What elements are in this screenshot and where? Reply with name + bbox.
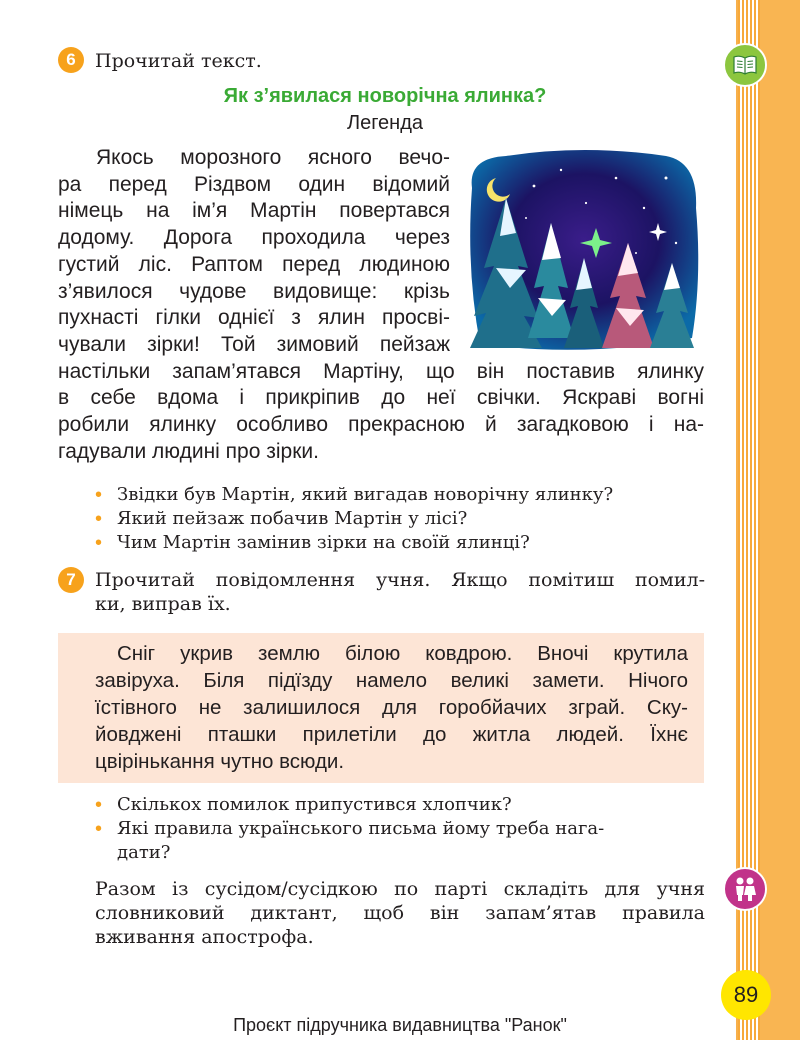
story-subtitle: Легенда [346,112,424,134]
task-7-instruction [95,568,705,616]
list-item: • Звідки був Мартін, який вигадав новорічну ялинку? [95,484,614,506]
pair-work-line: вживання апострофа. [95,926,314,948]
message-line: їстівного не залишилося для горобйачих зграй. Ску- [95,696,688,719]
book-icon [723,43,767,87]
pair-work-line: Разом із сусідом/сусідкою по парті складіть для учня [95,878,705,900]
student-message [95,640,688,775]
story-line: додому. Дорога проходила через [58,226,450,250]
story-line: чували зірки! Той зимовий пейзаж [58,332,450,356]
winter-forest-illustration [466,148,702,354]
task-6-questions [95,483,715,555]
list-item: • Чим Мартін замінив зірки на своїй ялинці? [95,532,530,554]
story-line: густий ліс. Раптом перед людиною [58,252,450,276]
list-item: • Який пейзаж побачив Мартін у лісі? [95,508,468,530]
children-icon [723,867,767,911]
list-item: • Скількох помилок припустився хлопчик? [95,794,512,816]
story-line: пухнасті гілки однієї з ялин просві- [58,306,450,330]
message-line: Сніг укрив землю білою ковдрою. Вночі крутила [117,642,688,665]
footer-note: Проєкт підручника видавництва "Ранок" [233,1015,567,1035]
story-line: в себе вдома і прикріпив до неї свічки. Яскраві вогні [58,386,704,410]
story-line: з’явилося чудове видовище: крізь [58,279,450,303]
story-title: Як з’явилася новорічна ялинка? [223,85,547,107]
story-line: німець на ім’я Мартін повертався [58,199,450,223]
story-line: робили ялинку особливо прекрасною й загадковою і на- [58,413,704,437]
instruction-line: ки, виправ їх. [95,593,231,615]
story-line: настільки запам’ятався Мартіну, що він поставив ялинку [58,359,704,383]
pair-work-task [95,877,705,949]
list-item: • Які правила українського письма йому треба нага- дати? [95,818,605,863]
page-number: 89 [721,970,771,1020]
message-line: цвірінькання чутно всюди. [95,750,345,773]
pair-work-line: словниковий диктант, щоб він запам’ятав правила [95,902,705,924]
message-line: завіруха. Біля підїзду намело великі замети. Нічого [95,669,688,692]
task-7-questions [95,793,715,865]
task-7-number: 7 [58,567,84,593]
story-line: Якось морозного ясного вечо- [96,146,450,169]
story-line: гадували людині про зірки. [58,439,319,463]
story-line: ра перед Різдвом один відомий [58,172,450,196]
instruction-line: Прочитай повідомлення учня. Якщо помітиш помил- [95,569,705,591]
message-line: йовджені пташки прилетіли до житла людей. Їхнє [95,723,688,746]
task-6-instruction: Прочитай текст. [95,50,262,72]
task-6-number: 6 [58,47,84,73]
